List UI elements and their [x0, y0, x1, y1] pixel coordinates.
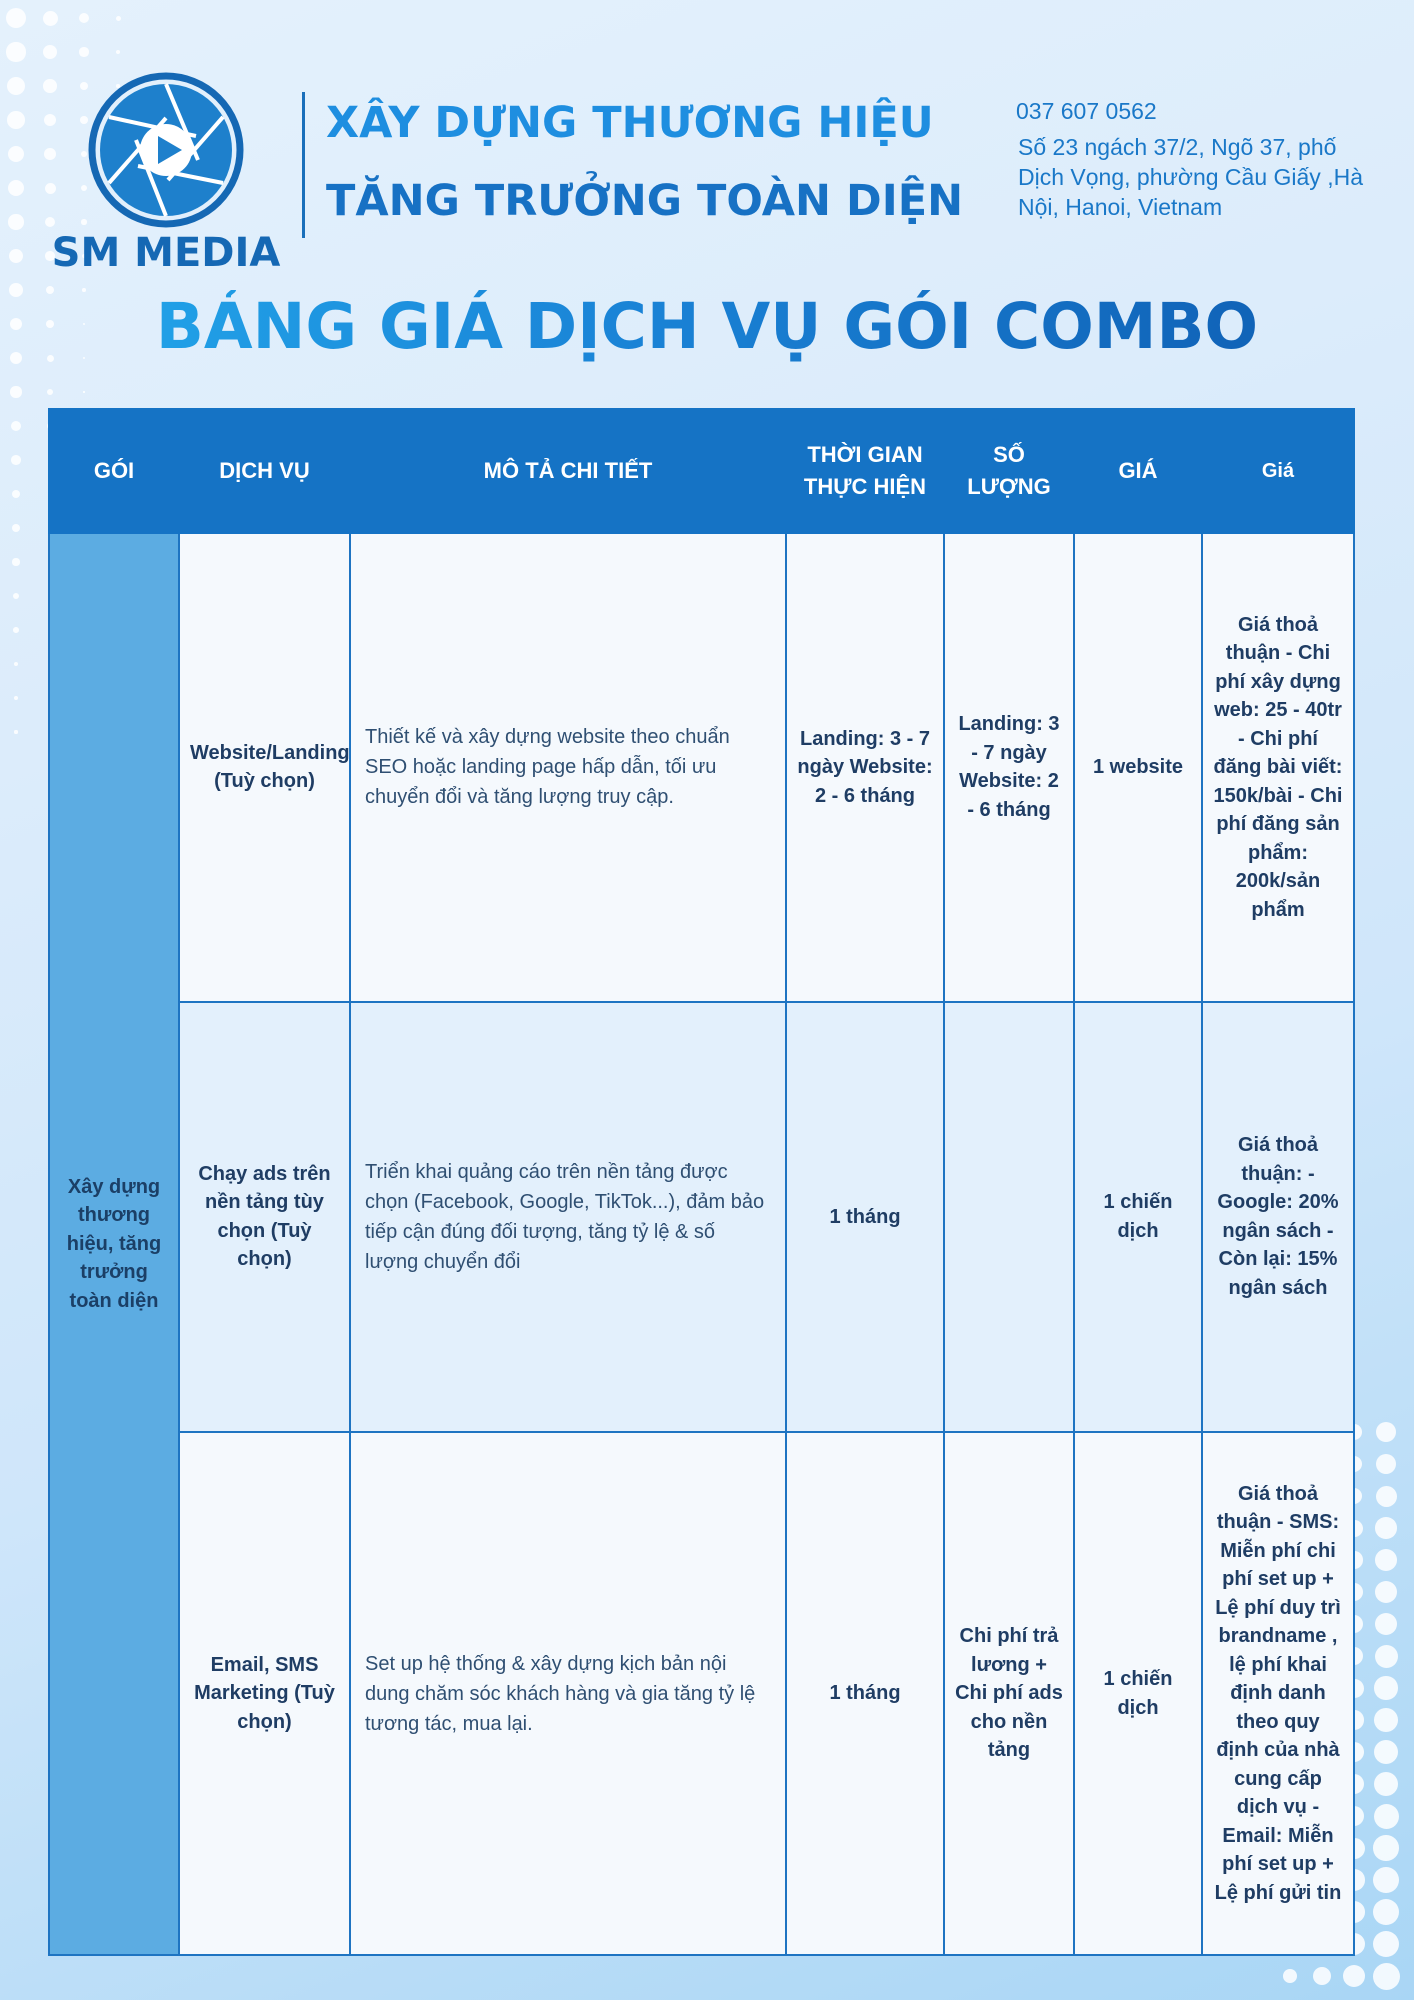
- decorative-dot: [13, 593, 19, 599]
- decorative-dot: [1283, 1969, 1297, 1983]
- decorative-dot: [1375, 1549, 1397, 1571]
- table-row: [49, 1432, 1354, 1955]
- decorative-dot: [79, 47, 88, 56]
- header-so-luong: SỐ LƯỢNG: [944, 409, 1074, 533]
- decorative-dot: [1375, 1581, 1397, 1603]
- decorative-dot: [7, 111, 25, 129]
- service-cell: Chạy ads trên nền tảng tùy chọn (Tuỳ chọn): [179, 1002, 350, 1433]
- price-detail-cell: Giá thoả thuận: - Google: 20% ngân sách - Còn lại: 15% ngân sách: [1202, 1002, 1354, 1433]
- time-cell: 1 tháng: [786, 1432, 944, 1955]
- decorative-dot: [1373, 1899, 1399, 1925]
- description-cell: Triển khai quảng cáo trên nền tảng được chọn (Facebook, Google, TikTok...), đảm bảo tiếp cận đúng đối tượng, tăng tỷ lệ & số lượng chuyển đổi: [350, 1002, 786, 1433]
- header-dich-vu: DỊCH VỤ: [179, 409, 350, 533]
- page-title: BẢNG GIÁ DỊCH VỤ GÓI COMBO: [0, 290, 1414, 363]
- price-table: [48, 408, 1355, 1956]
- header-divider: [302, 92, 305, 238]
- service-cell: Email, SMS Marketing (Tuỳ chọn): [179, 1432, 350, 1955]
- brand-name: SM MEDIA: [51, 230, 281, 276]
- price-cell: 1 chiến dịch: [1074, 1432, 1202, 1955]
- decorative-dot: [12, 490, 21, 499]
- decorative-dot: [8, 146, 25, 163]
- decorative-dot: [1374, 1772, 1399, 1797]
- description-cell: Set up hệ thống & xây dựng kịch bản nội dung chăm sóc khách hàng và gia tăng tỷ lệ tương tác, mua lại.: [350, 1432, 786, 1955]
- quantity-cell: Chi phí trả lương + Chi phí ads cho nền tảng: [944, 1432, 1074, 1955]
- header-mo-ta: MÔ TẢ CHI TIẾT: [350, 409, 786, 533]
- decorative-dot: [1373, 1867, 1399, 1893]
- decorative-dot: [1374, 1740, 1398, 1764]
- price-detail-cell: Giá thoả thuận - SMS: Miễn phí chi phí set up + Lệ phí duy trì brandname , lệ phí khai định danh theo quy định của nhà cung cấp dịch vụ - Email: Miễn phí set up + Lệ phí gửi tin: [1202, 1432, 1354, 1955]
- decorative-dot: [1375, 1645, 1398, 1668]
- decorative-dot: [6, 8, 26, 28]
- decorative-dot: [83, 391, 84, 392]
- decorative-dot: [14, 662, 19, 667]
- header-goi: GÓI: [49, 409, 179, 533]
- decorative-dot: [1313, 1967, 1331, 1985]
- service-cell: Website/Landing (Tuỳ chọn): [179, 533, 350, 1002]
- price-detail-cell: Giá thoả thuận - Chi phí xây dựng web: 25 - 40tr - Chi phí đăng bài viết: 150k/bài - Chi phí đăng sản phẩm: 200k/sản phẩm: [1202, 533, 1354, 1002]
- decorative-dot: [43, 11, 58, 26]
- decorative-dot: [12, 558, 19, 565]
- time-cell: 1 tháng: [786, 1002, 944, 1433]
- decorative-dot: [116, 50, 120, 54]
- decorative-dot: [1374, 1708, 1398, 1732]
- decorative-dot: [1343, 1965, 1366, 1988]
- header-thoi-gian: THỜI GIAN THỰC HIỆN: [786, 409, 944, 533]
- decorative-dot: [47, 389, 53, 395]
- decorative-dot: [1376, 1422, 1396, 1442]
- tagline-1: XÂY DỰNG THƯƠNG HIỆU: [326, 98, 934, 148]
- tagline-2: TĂNG TRƯỞNG TOÀN DIỆN: [326, 176, 964, 226]
- decorative-dot: [9, 249, 23, 263]
- decorative-dot: [6, 42, 25, 61]
- decorative-dot: [1375, 1517, 1396, 1538]
- decorative-dot: [1373, 1963, 1400, 1990]
- decorative-dot: [12, 524, 20, 532]
- time-cell: Landing: 3 - 7 ngày Website: 2 - 6 tháng: [786, 533, 944, 1002]
- table-row: [49, 1002, 1354, 1433]
- contact-address: Số 23 ngách 37/2, Ngõ 37, phố Dịch Vọng, phường Cầu Giấy ,Hà Nội, Hanoi, Vietnam: [1018, 134, 1363, 220]
- decorative-dot: [43, 45, 57, 59]
- decorative-dot: [11, 421, 21, 431]
- table-row: [49, 533, 1354, 1002]
- decorative-dot: [7, 77, 25, 95]
- decorative-dot: [1373, 1835, 1398, 1860]
- header-gia: GIÁ: [1074, 409, 1202, 533]
- decorative-dot: [13, 627, 19, 633]
- table-header-row: [49, 409, 1354, 533]
- decorative-dot: [14, 696, 18, 700]
- decorative-dot: [116, 16, 121, 21]
- brand-logo: [46, 70, 286, 276]
- quantity-cell: Landing: 3 - 7 ngày Website: 2 - 6 tháng: [944, 533, 1074, 1002]
- decorative-dot: [10, 386, 21, 397]
- price-cell: 1 website: [1074, 533, 1202, 1002]
- decorative-dot: [1373, 1931, 1400, 1958]
- description-cell: Thiết kế và xây dựng website theo chuẩn SEO hoặc landing page hấp dẫn, tối ưu chuyển đổi và tăng lượng truy cập.: [350, 533, 786, 1002]
- decorative-dot: [11, 455, 21, 465]
- camera-aperture-play-icon: [86, 70, 246, 230]
- quantity-cell: [944, 1002, 1074, 1433]
- decorative-dot: [14, 730, 17, 733]
- decorative-dot: [1376, 1454, 1397, 1475]
- contact-phone: 037 607 0562: [1016, 98, 1157, 124]
- decorative-dot: [1374, 1676, 1397, 1699]
- decorative-dot: [1375, 1613, 1398, 1636]
- package-cell: Xây dựng thương hiệu, tăng trưởng toàn diện: [49, 533, 179, 1955]
- decorative-dot: [8, 214, 23, 229]
- decorative-dot: [1376, 1486, 1397, 1507]
- decorative-dot: [79, 13, 89, 23]
- decorative-dot: [1374, 1804, 1399, 1829]
- header-gia-detail: Giá: [1202, 409, 1354, 533]
- decorative-dot: [8, 180, 24, 196]
- price-cell: 1 chiến dịch: [1074, 1002, 1202, 1433]
